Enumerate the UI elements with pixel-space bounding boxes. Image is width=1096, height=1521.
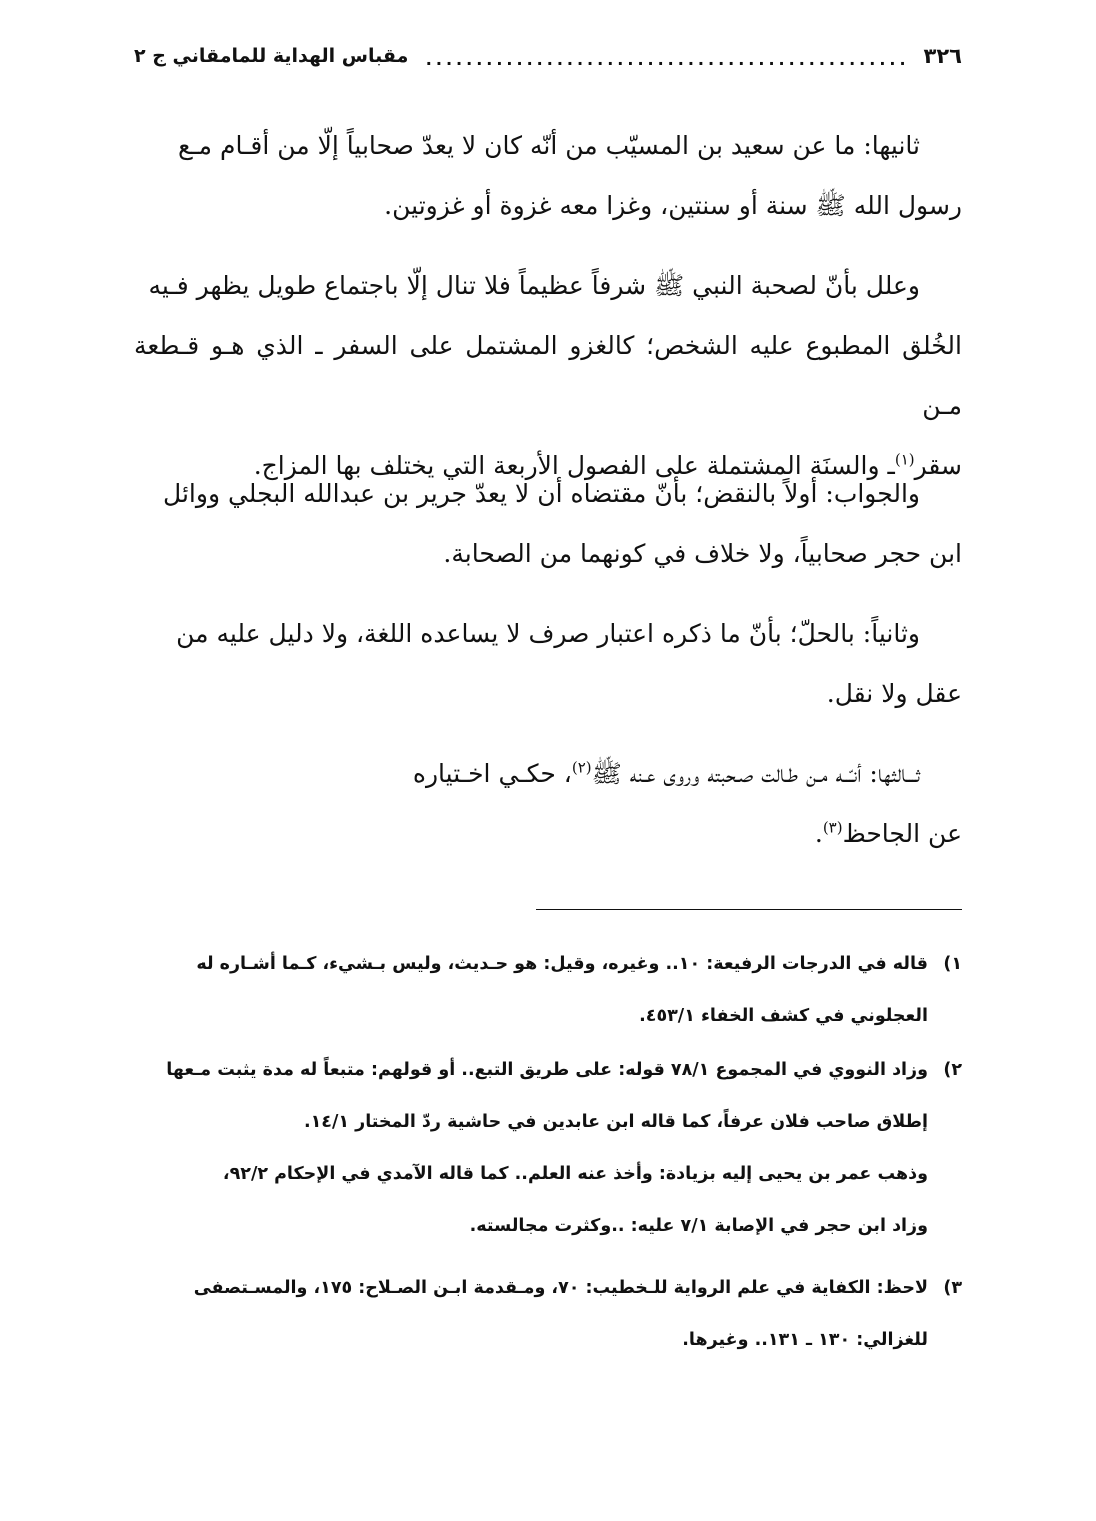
text-line: ثانيها: ما عن سعيد بن المسيّب من أنّه كان لا يعدّ صحابياً إلّا من أقـام مـع <box>178 131 920 160</box>
paragraph-second-opinion <box>134 116 962 236</box>
paragraph-reasoning <box>134 256 962 496</box>
footnote-1: ١)قاله في الدرجات الرفيعة: ١٠.. وغيره، وقيل: هو حـديث، وليس بـشيء، كـما أشـاره له العجلوني في كشف الخفاء ٤٥٣/١. <box>134 938 962 1042</box>
page-number: ٣٢٦ <box>923 44 962 68</box>
text-line: الخُلق المطبوع عليه الشخص؛ كالغزو المشتمل على السفر ـ الذي هـو قـطعة مـن <box>134 331 962 420</box>
text-line: ابن حجر صحابياً، ولا خلاف في كونهما من الصحابة. <box>443 539 962 568</box>
footnote-number: ١) <box>943 954 962 974</box>
text-line: ثـــالثها: أنـّــه مـن طـالت صـحبته وروى عـنه ﷺ$^{(٢)}$، حكـي اخـتياره <box>412 758 920 788</box>
page-header <box>134 36 962 76</box>
text-line: والجواب: أولاً بالنقض؛ بأنّ مقتضاه أن لا يعدّ جرير بن عبدالله البجلي ووائل <box>163 479 920 508</box>
footnote-3: ٣)لاحظ: الكفاية في علم الرواية للـخطيب: ٧٠، ومـقدمة ابـن الصـلاح: ١٧٥، والمسـتصفى للغزالي: ١٣٠ ـ ١٣١.. وغيرها. <box>134 1262 962 1366</box>
footnote-2: ٢)وزاد النووي في المجموع ٧٨/١ قوله: على طريق التبع.. أو قولهم: متبعاً له مدة يثبت مـعها إطلاق صاحب فلان عرفاً، كما قاله ابن عابدين في حاشية ردّ المختار ١٤/١. وذهب عمر بن يحيى إليه بزيادة: وأخذ عنه العلم.. كما قاله الآمدي في الإحكام ٩٢/٢، وزاد ابن حجر في الإصابة ٧/١ عليه: ..وكثرت مجالسته. <box>134 1044 962 1252</box>
paragraph-answer-first <box>134 464 962 584</box>
text-line: وثانياً: بالحلّ؛ بأنّ ما ذكره اعتبار صرف لا يساعده اللغة، ولا دليل عليه من <box>176 619 920 648</box>
running-title: مقباس الهداية للمامقاني ج ٢ <box>134 45 409 67</box>
text-line: عن الجاحظ$^{(٣)}$. <box>814 818 962 848</box>
footnote-ref-1[interactable]: (١) <box>894 450 915 469</box>
text-line: عقل ولا نقل. <box>826 679 962 708</box>
text-line: وعلل بأنّ لصحبة النبي ﷺ شرفاً عظيماً فلا تنال إلّا باجتماع طويل يظهر فـيه <box>148 271 920 300</box>
paragraph-answer-second <box>134 604 962 724</box>
footnote-ref-2[interactable]: (٢) <box>571 758 592 777</box>
header-leader-dots <box>422 44 909 68</box>
text-line: رسول الله ﷺ سنة أو سنتين، وغزا معه غزوة أو غزوتين. <box>384 191 962 220</box>
footnote-ref-3[interactable]: (٣) <box>822 818 843 837</box>
text-line: سقر$^{(١)}$ـ والسنَة المشتملة على الفصول الأربعة التي يختلف بها المزاج. <box>253 450 962 480</box>
paragraph-third-opinion <box>134 744 962 864</box>
footnote-number: ٢) <box>943 1060 962 1080</box>
footnote-separator <box>536 909 962 910</box>
footnote-number: ٣) <box>943 1278 962 1298</box>
